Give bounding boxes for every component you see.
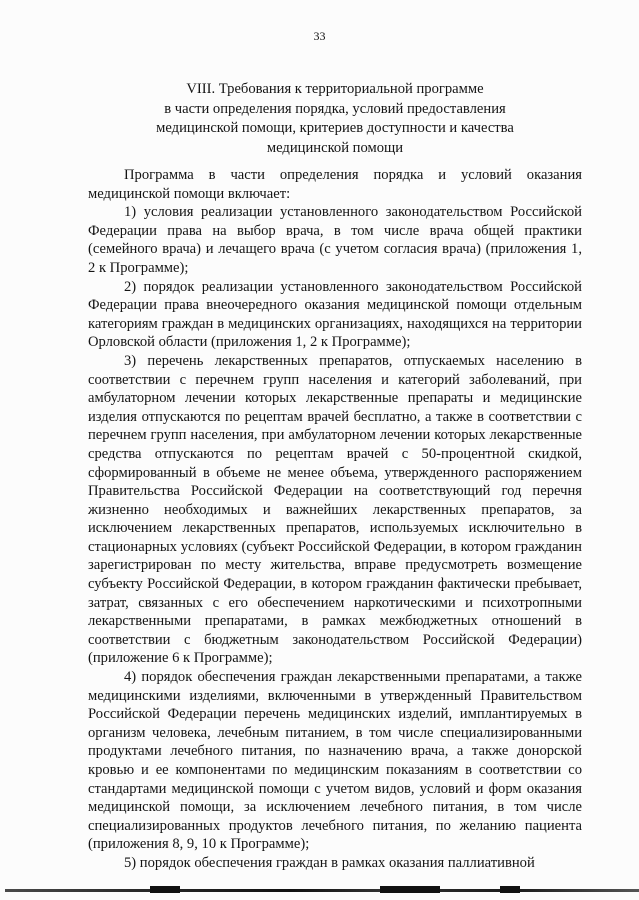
heading-line: медицинской помощи bbox=[266, 139, 404, 156]
paragraph-item-3: 3) перечень лекарственных препаратов, отпускаемых населению в соответствии с перечнем групп населения и категорий заболеваний, при амбулаторном лечении которых лекарственные препараты и медицинские изделия отпускаются по рецептам врачей бесплатно, а также в соответствии с перечнем групп населения, при амбулаторном лечении которых лекарственные средства отпускаются по рецептам врачей с 50-процентной скидкой, сформированный в объеме не менее объема, утвержденного распоряжением Правительства Российской Федерации на соответствующий год перечня жизненно необходимых и важнейших лекарственных препаратов, за исключением лекарственных препаратов, используемых исключительно в стационарных условиях (субъект Российской Федерации, в котором гражданин зарегистрирован по месту жительства, вправе предусмотреть возмещение субъекту Российской Федерации, в котором гражданин фактически пребывает, затрат, связанных с его обеспечением наркотическими и психотропными лекарственными препаратами, в рамках межбюджетных отношений в соответствии с бюджетным законодательством Российской Федерации) (приложение 6 к Программе); bbox=[88, 352, 582, 667]
scan-edge-mark bbox=[500, 886, 520, 893]
scan-edge-mark bbox=[150, 886, 180, 893]
scan-edge-mark bbox=[380, 886, 440, 893]
heading-line: VIII. Требования к территориальной программе bbox=[186, 81, 484, 97]
paragraph-item-4: 4) порядок обеспечения граждан лекарственными препаратами, а также медицинскими изделиями, включенными в утвержденный Правительством Российской Федерации перечень медицинских изделий, имплантируемых в организм человека, лечебным питанием, в том числе специализированными продуктами лечебного питания, по назначению врача, а также донорской кровью и ее компонентами по медицинским показаниям в соответствии со стандартами медицинской помощи с учетом видов, условий и форм оказания медицинской помощи, за исключением лечебного питания, в том числе специализированных продуктов лечебного питания, по желанию пациента (приложения 8, 9, 10 к Программе); bbox=[88, 669, 582, 853]
paragraph-item-2: 2) порядок реализации установленного законодательством Российской Федерации права внеочередного оказания медицинской помощи отдельным категориям граждан в медицинских организациях, находящихся на территории Орловской области (приложения 1, 2 к Программе); bbox=[88, 278, 582, 351]
paragraph-item-5: 5) порядок обеспечения граждан в рамках оказания паллиативной bbox=[124, 854, 535, 871]
heading-line: медицинской помощи, критериев доступности и качества bbox=[156, 120, 514, 136]
paragraph-intro: Программа в части определения порядка и условий оказания медицинской помощи включает: bbox=[88, 167, 582, 202]
paragraph-item-1: 1) условия реализации установленного законодательством Российской Федерации права на выбор врача, в том числе врача общей практики (семейного врача) и лечащего врача (с учетом согласия врача) (приложения 1, 2 к Программе); bbox=[88, 204, 582, 276]
body-text bbox=[88, 166, 582, 873]
page-number: 33 bbox=[313, 29, 326, 43]
heading-line: в части определения порядка, условий предоставления bbox=[164, 100, 506, 117]
scan-bottom-edge bbox=[5, 889, 639, 892]
section-heading bbox=[90, 80, 580, 158]
